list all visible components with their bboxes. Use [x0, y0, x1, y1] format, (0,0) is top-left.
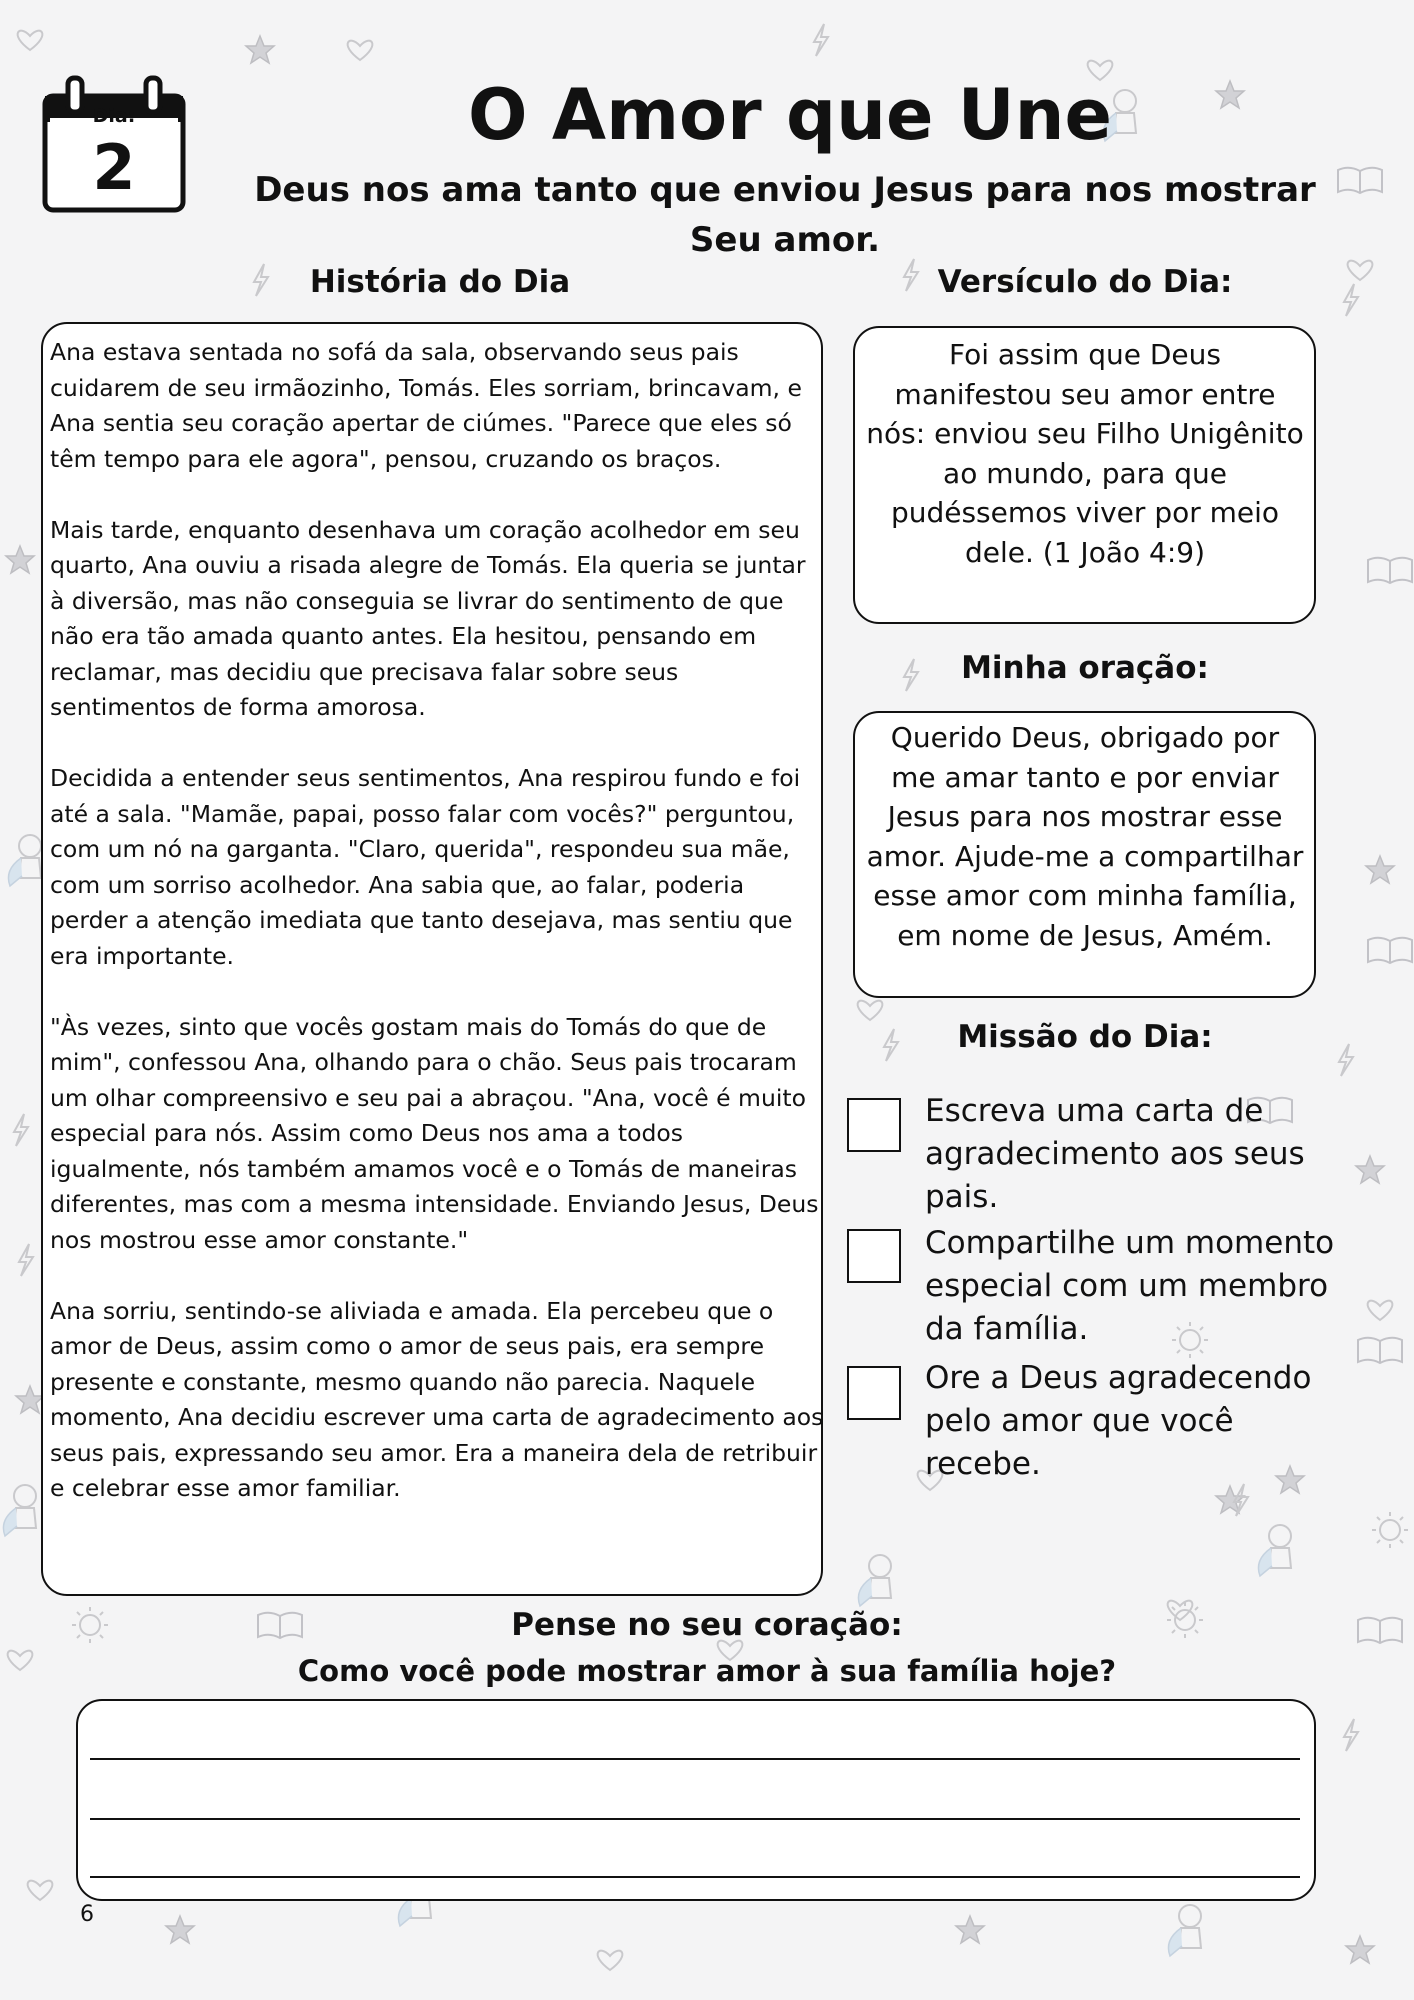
- answer-line[interactable]: [90, 1876, 1300, 1878]
- mission-item-3: Ore a Deus agradecendo pelo amor que você recebe.: [925, 1360, 1312, 1482]
- page-subtitle: Deus nos ama tanto que enviou Jesus para nos mostrar Seu amor.: [254, 170, 1316, 260]
- answer-line[interactable]: [90, 1818, 1300, 1820]
- reflection-answer-box[interactable]: [76, 1699, 1316, 1901]
- mission-item-1: Escreva uma carta de agradecimento aos seus pais.: [925, 1093, 1305, 1215]
- story-paragraph: Ana sorriu, sentindo-se aliviada e amada. Ela percebeu que o amor de Deus, assim como o amor de seus pais, era sempre presente e constante, mesmo quando não parecia. Naquele momento, Ana decidiu escrever uma carta de agradecimento aos seus pais, expressando seu amor. Era a maneira dela de retribuir e celebrar esse amor familiar.: [50, 1296, 824, 1502]
- mission-item-2: Compartilhe um momento especial com um membro da família.: [925, 1225, 1335, 1347]
- mission-checkbox-1[interactable]: [847, 1098, 901, 1152]
- answer-line[interactable]: [90, 1758, 1300, 1760]
- mission-checkbox-3[interactable]: [847, 1366, 901, 1420]
- story-paragraph: Decidida a entender seus sentimentos, Ana respirou fundo e foi até a sala. "Mamãe, papai, posso falar com vocês?" perguntou, com um nó na garganta. "Claro, querida", respondeu sua mãe, com um sorriso acolhedor. Ana sabia que, ao falar, poderia perder a atenção imediata que tanto desejava, mas sentiu que era importante.: [50, 764, 801, 970]
- verse-text: Foi assim que Deus manifestou seu amor entre nós: enviou seu Filho Unigênito ao mundo, para que pudéssemos viver por meio dele. (1 João 4:9): [866, 338, 1304, 569]
- mission-heading: Missão do Dia:: [957, 1019, 1213, 1055]
- story-paragraph: "Às vezes, sinto que vocês gostam mais do Tomás do que de mim", confessou Ana, olhando para o chão. Seus pais trocaram um olhar compreensivo e seu pai a abraçou. "Ana, você é muito especial para nós. Assim como Deus nos ama a todos igualmente, nós também amamos você e o Tomás de maneiras diferentes, mas com a mesma intensidade. Enviando Jesus, Deus nos mostrou esse amor constante.": [50, 1012, 819, 1254]
- mission-checkbox-2[interactable]: [847, 1229, 901, 1283]
- calendar-day-number: 2: [92, 131, 136, 204]
- verse-heading: Versículo do Dia:: [937, 264, 1233, 300]
- reflection-heading: Pense no seu coração:: [511, 1607, 903, 1643]
- story-text: [50, 335, 825, 1542]
- calendar-day-label: Dia:: [92, 105, 136, 127]
- page-title: O Amor que Une: [468, 74, 1112, 156]
- story-heading: História do Dia: [309, 264, 571, 300]
- prayer-heading: Minha oração:: [961, 650, 1209, 686]
- story-paragraph: Mais tarde, enquanto desenhava um coração acolhedor em seu quarto, Ana ouviu a risada alegre de Tomás. Ela queria se juntar à diversão, mas não conseguia se livrar do sentimento de que não era tão amada quanto antes. Ela hesitou, pensando em reclamar, mas decidiu que precisava falar sobre seus sentimentos de forma amorosa.: [50, 515, 806, 721]
- page-number: 6: [80, 1902, 94, 1927]
- prayer-text: Querido Deus, obrigado por me amar tanto e por enviar Jesus para nos mostrar esse amor. Ajude-me a compartilhar esse amor com minha família, em nome de Jesus, Amém.: [866, 721, 1304, 952]
- reflection-question: Como você pode mostrar amor à sua família hoje?: [297, 1654, 1117, 1688]
- story-paragraph: Ana estava sentada no sofá da sala, observando seus pais cuidarem de seu irmãozinho, Tomás. Eles sorriam, brincavam, e Ana sentia seu coração apertar de ciúmes. "Parece que eles só têm tempo para ele agora", pensou, cruzando os braços.: [50, 338, 802, 473]
